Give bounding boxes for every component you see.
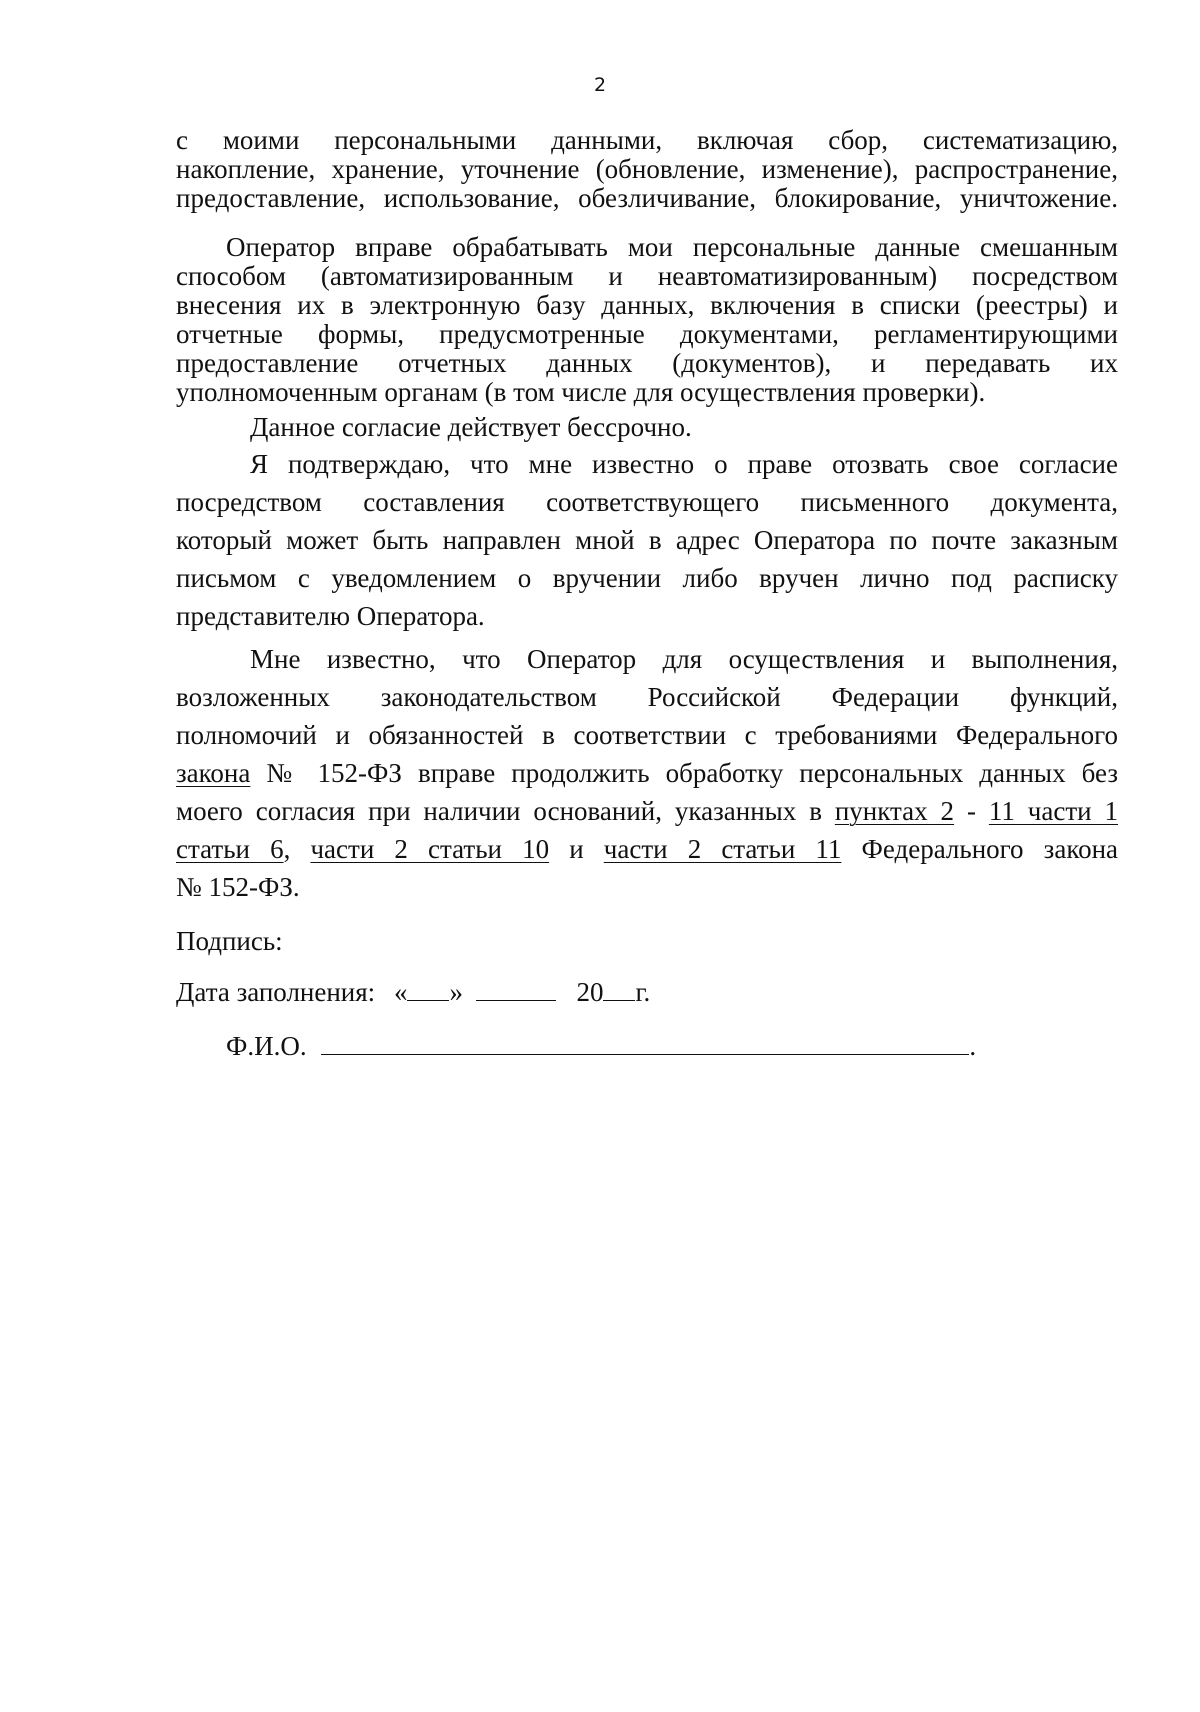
- text-line: [176, 792, 1118, 830]
- document-body: [176, 126, 1118, 1062]
- text-fragment: № 152-ФЗ вправе продолжить обработку персональных данных без: [250, 758, 1118, 788]
- open-quote: «: [393, 977, 408, 1007]
- century-label: 20: [576, 977, 604, 1007]
- text-line: представителю Оператора.: [176, 601, 485, 631]
- text-fragment: -: [954, 796, 989, 826]
- paragraph-operator-rights: [176, 233, 1118, 407]
- text-fragment: Федерального закона: [841, 834, 1118, 864]
- text-line: полномочий и обязанностей в соответствии с требованиями Федерального: [176, 720, 1118, 750]
- text-fragment: и: [549, 834, 604, 864]
- article-6-link[interactable]: статьи 6: [176, 834, 284, 864]
- text-line: накопление, хранение, уточнение (обновление, изменение), распространение,: [176, 154, 1118, 184]
- paragraph-law-basis: [176, 640, 1118, 906]
- text-line: уполномоченным органам (в том числе для осуществления проверки).: [176, 377, 986, 407]
- year-suffix: г.: [635, 977, 651, 1007]
- clauses-link[interactable]: пунктах 2: [834, 796, 955, 826]
- article-10-link[interactable]: части 2 статьи 10: [310, 834, 550, 864]
- signature-label: Подпись:: [176, 926, 283, 956]
- text-line: предоставление, использование, обезличивание, блокирование, уничтожение.: [176, 183, 1118, 213]
- fio-fill-row: [226, 1031, 1118, 1062]
- text-line: с моими персональными данными, включая сбор, систематизацию,: [176, 125, 1118, 155]
- text-line: посредством составления соответствующего письменного документа,: [176, 487, 1118, 517]
- date-fill-row: [176, 977, 1118, 1008]
- date-label: Дата заполнения:: [176, 977, 376, 1007]
- text-line: [176, 754, 1118, 792]
- paragraph-revocation: [176, 445, 1118, 635]
- text-line: № 152-ФЗ.: [176, 872, 300, 902]
- text-line: Мне известно, что Оператор для осуществления и выполнения,: [250, 644, 1118, 674]
- text-line: внесения их в электронную базу данных, включения в списки (реестры) и: [176, 290, 1118, 320]
- paragraph-validity: Данное согласие действует бессрочно.: [250, 412, 692, 442]
- article-11-link[interactable]: части 2 статьи 11: [603, 834, 842, 864]
- fio-end: .: [969, 1031, 977, 1061]
- paragraph-processing-actions: [176, 126, 1118, 213]
- part-link[interactable]: 11 части 1: [988, 796, 1118, 826]
- day-field[interactable]: [407, 978, 449, 1001]
- law-link[interactable]: закона: [176, 758, 251, 788]
- year-field[interactable]: [603, 978, 635, 1001]
- text-line: отчетные формы, предусмотренные документами, регламентирующими: [176, 319, 1118, 349]
- close-quote: »: [449, 977, 463, 1007]
- text-fragment: моего согласия при наличии оснований, указанных в: [176, 796, 835, 826]
- text-line: способом (автоматизированным и неавтоматизированным) посредством: [176, 261, 1118, 291]
- month-field[interactable]: [476, 978, 556, 1001]
- fio-label: Ф.И.О.: [226, 1031, 307, 1061]
- text-line: письмом с уведомлением о вручении либо вручен лично под расписку: [176, 563, 1118, 593]
- page-number: 2: [593, 74, 607, 96]
- text-line: Оператор вправе обрабатывать мои персональные данные смешанным: [226, 232, 1118, 262]
- text-fragment: ,: [283, 834, 311, 864]
- text-line: [176, 830, 1118, 868]
- text-line: предоставление отчетных данных (документов), и передавать их: [176, 348, 1118, 378]
- text-line: Я подтверждаю, что мне известно о праве отозвать свое согласие: [250, 449, 1118, 479]
- text-line: который может быть направлен мной в адрес Оператора по почте заказным: [176, 525, 1118, 555]
- fio-field[interactable]: [321, 1032, 969, 1055]
- text-line: возложенных законодательством Российской Федерации функций,: [176, 682, 1118, 712]
